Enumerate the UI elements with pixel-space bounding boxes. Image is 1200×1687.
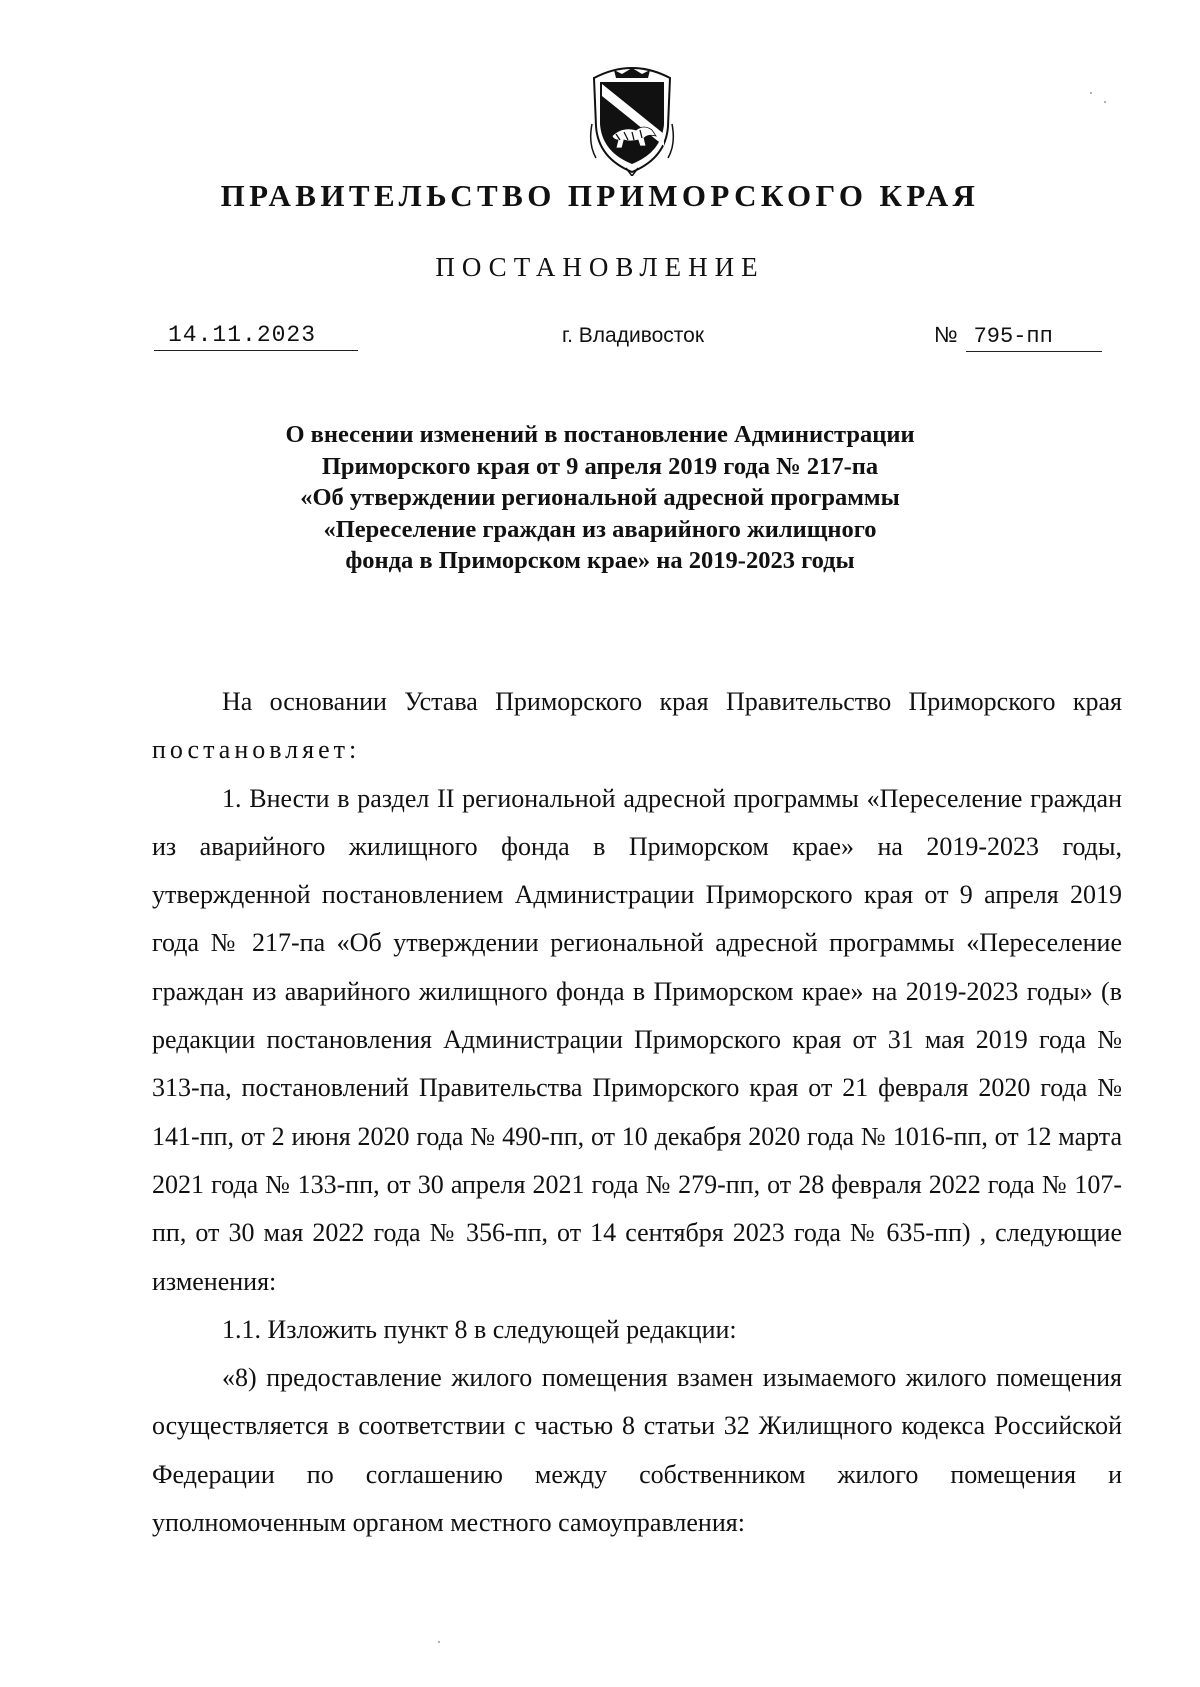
preamble-text: На основании Устава Приморского края Правительство Приморского края xyxy=(222,687,1122,716)
number-sign: № xyxy=(934,322,958,347)
paragraph-item-8: «8) предоставление жилого помещения взамен изымаемого жилого помещения осуществляется в соответствии с частью 8 статьи 32 Жилищного кодекса Российской Федерации по соглашению между собственником жилого помещения и уполномоченным органом местного самоуправления: xyxy=(152,1363,1122,1538)
resolves-word: постановляет: xyxy=(152,735,361,765)
paragraph-item-1-1: 1.1. Изложить пункт 8 в следующей редакции: xyxy=(222,1314,737,1344)
document-type: ПОСТАНОВЛЕНИЕ xyxy=(435,252,765,282)
heading-line: О внесении изменений в постановление Администрации xyxy=(285,421,915,448)
paragraph-preamble xyxy=(152,678,1122,775)
heading-line: «Об утверждении региональной адресной программы xyxy=(300,484,900,511)
document-number-block xyxy=(934,322,1102,352)
government-title: ПРАВИТЕЛЬСТВО ПРИМОРСКОГО КРАЯ xyxy=(220,178,980,213)
heading-line: Приморского края от 9 апреля 2019 года № 217-па xyxy=(321,452,879,480)
primorsky-krai-coat-of-arms-icon xyxy=(586,64,678,176)
heading-line: «Переселение граждан из аварийного жилищного xyxy=(323,515,877,543)
document-city: г. Владивосток xyxy=(562,324,705,347)
document-date: 14.11.2023 xyxy=(154,322,358,351)
document-heading xyxy=(200,419,1000,577)
heading-line: фонда в Приморском крае» на 2019-2023 годы xyxy=(345,547,855,574)
document-number: 795-пп xyxy=(966,324,1102,352)
paragraph-item-1: 1. Внести в раздел II региональной адресной программы «Переселение граждан из аварийного жилищного фонда в Приморском крае» на 2019-2023 годы, утвержденной постановлением Администрации Приморского края от 9 апреля 2019 года № 217-па «Об утверждении региональной адресной программы «Переселение граждан из аварийного жилищного фонда в Приморском крае» на 2019-2023 годы» (в редакции постановления Администрации Приморского края от 31 мая 2019 года № 313-па, постановлений Правительства Приморского края от 21 февраля 2020 года № 141-пп, от 2 июня 2020 года № 490-пп, от 10 декабря 2020 года № 1016-пп, от 12 марта 2021 года № 133-пп, от 30 апреля 2021 года № 279-пп, от 28 февраля 2022 года № 107-пп, от 30 мая 2022 года № 356-пп, от 14 сентября 2023 года № 635-пп) , следующие изменения: xyxy=(152,783,1122,1296)
document-meta-row xyxy=(0,322,1200,362)
scan-speck xyxy=(1104,101,1106,103)
scan-speck xyxy=(438,1641,440,1643)
document-body xyxy=(152,678,1122,1547)
scan-speck xyxy=(1090,92,1092,94)
